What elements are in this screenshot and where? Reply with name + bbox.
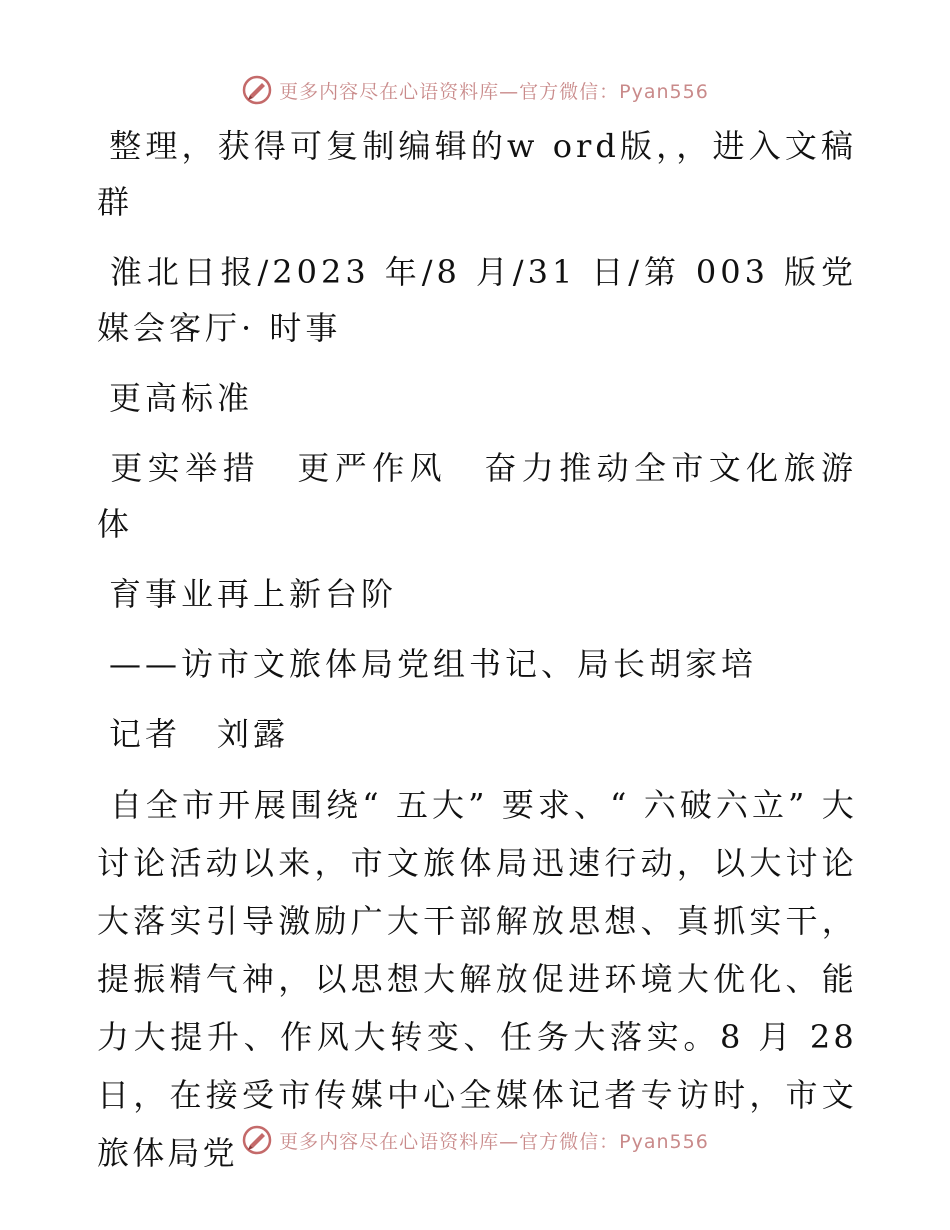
headline-line-1: 更高标准 xyxy=(109,379,254,417)
paragraph-intro: 整理，获得可复制编辑的w ord版，，进入文稿群 xyxy=(97,127,857,221)
paragraph-source: 淮北日报/2023 年/8 月/31 日/第 003 版党媒会客厅· 时事 xyxy=(97,253,857,347)
watermark-text: 更多内容尽在心语资料库—官方微信：Pyan556 xyxy=(279,80,709,103)
subheadline: ——访市文旅体局党组书记、局长胡家培 xyxy=(109,645,758,683)
document-body xyxy=(97,118,857,1196)
watermark-text: 更多内容尽在心语资料库—官方微信：Pyan556 xyxy=(279,1130,709,1153)
paragraph-body: 自全市开展围绕“ 五大” 要求、“ 六破六立” 大讨论活动以来，市文旅体局迅速行动，以大讨论大落实引导激励广大干部解放思想、真抓实干，提振精气神，以思想大解放促进环境大优化、能力大提升、作风大转变、任务大落实。8 月 28 日，在接受市传媒中心全媒体记者专访时，市文旅体局党 xyxy=(97,786,857,1172)
headline-line-3: 育事业再上新台阶 xyxy=(109,575,398,613)
brand-logo-icon xyxy=(241,1124,273,1156)
footer-watermark xyxy=(0,1120,950,1160)
header-watermark xyxy=(0,70,950,110)
brand-logo-icon xyxy=(241,74,273,106)
headline-line-2: 更实举措 更严作风 奋力推动全市文化旅游体 xyxy=(97,449,857,543)
byline: 记者 刘露 xyxy=(109,715,290,753)
